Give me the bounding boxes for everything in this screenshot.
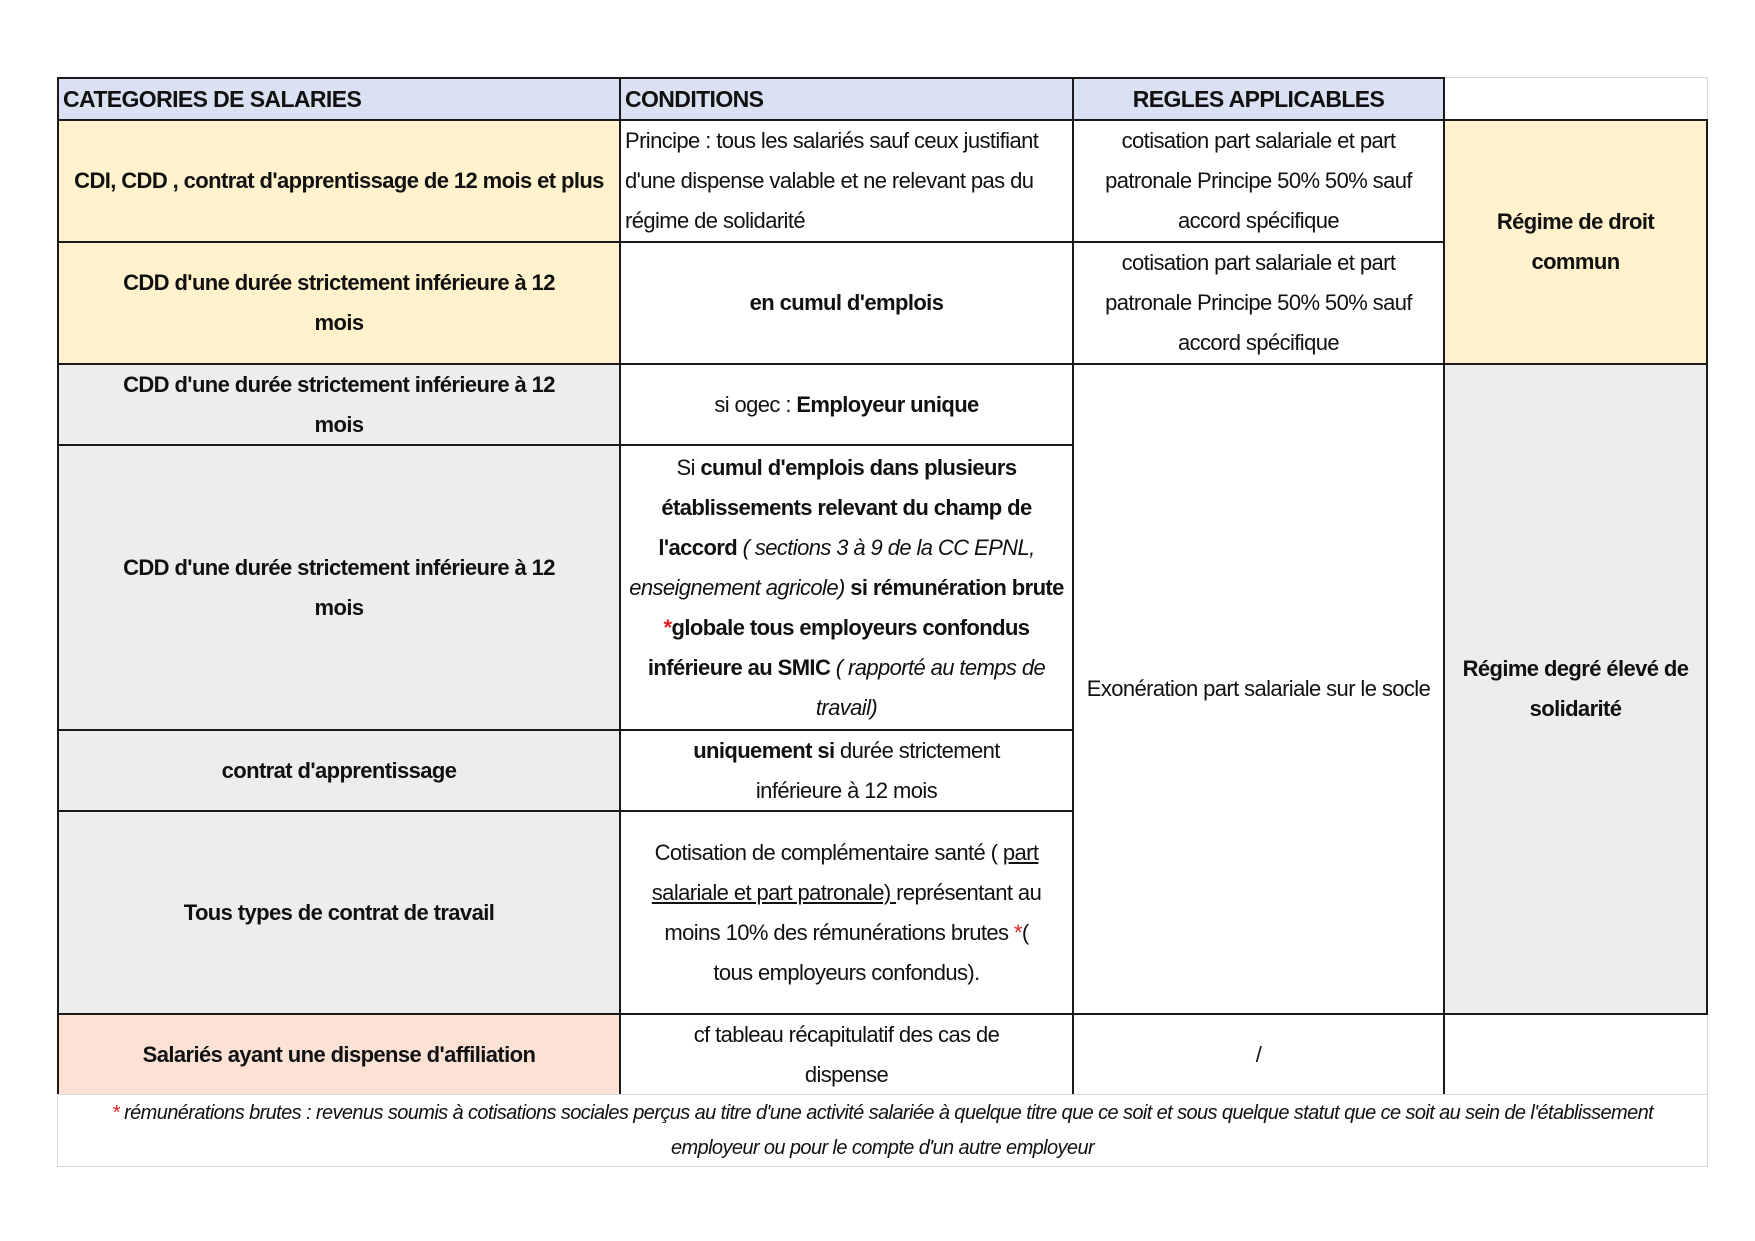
row4-category-text: CDD d'une durée strictement inférieure à 12 mois bbox=[123, 554, 555, 620]
row6-cond-part: ( tous employeurs confondus). bbox=[713, 919, 1029, 985]
row4-condition-text bbox=[629, 448, 1064, 728]
row2-condition bbox=[619, 241, 1074, 365]
footnote-body: rémunérations brutes : revenus soumis à cotisations sociales perçus au titre d'une activité salariée à quelque titre que ce soit et sous quelque statut que ce soit au sein de l'établissement employeur ou pour le compte d'un autre employeur bbox=[119, 1101, 1654, 1159]
row7-category-text: Salariés ayant une dispense d'affiliation bbox=[142, 1041, 536, 1067]
row1-condition bbox=[619, 119, 1074, 243]
row2-rule bbox=[1072, 241, 1445, 365]
row3-condition-emphasis: Employeur unique bbox=[796, 391, 979, 417]
row4-category bbox=[57, 444, 621, 731]
row5-condition bbox=[619, 729, 1074, 812]
row7-category bbox=[57, 1013, 621, 1096]
row7-rule-text: / bbox=[1255, 1041, 1262, 1067]
row2-category-text: CDD d'une durée strictement inférieure à 12 mois bbox=[123, 270, 555, 335]
header-conditions bbox=[619, 77, 1074, 121]
row1-category bbox=[57, 119, 621, 243]
header-conditions-label: CONDITIONS bbox=[625, 86, 764, 112]
row4-condition bbox=[619, 444, 1074, 731]
row4-cond-part: si rémunération brute bbox=[850, 574, 1064, 600]
header-regles-label: REGLES APPLICABLES bbox=[1132, 86, 1385, 112]
row3-category-text: CDD d'une durée strictement inférieure à 12 mois bbox=[123, 371, 555, 437]
row5-category bbox=[57, 729, 621, 812]
row6-condition-text bbox=[643, 833, 1050, 993]
row5-cond-part: uniquement si bbox=[693, 737, 835, 763]
row4-cond-part: globale tous employeurs confondus inférieure au SMIC bbox=[647, 614, 1030, 680]
row7-condition bbox=[619, 1013, 1074, 1096]
row7-rule bbox=[1072, 1013, 1445, 1096]
row1-rule bbox=[1072, 119, 1445, 243]
row6-cond-part: part salariale et part patronale) bbox=[651, 839, 1039, 905]
row1-condition-text: Principe : tous les salariés sauf ceux justifiant d'une dispense valable et ne relevant pas du régime de solidarité bbox=[625, 128, 1039, 233]
row5-category-text: contrat d'apprentissage bbox=[221, 757, 457, 783]
footnote-text bbox=[70, 1096, 1695, 1166]
row2-rule-text: cotisation part salariale et part patronale Principe 50% 50% sauf accord spécifique bbox=[1105, 250, 1412, 355]
regime-droit-commun bbox=[1443, 119, 1708, 365]
row1-category-text: CDI, CDD , contrat d'apprentissage de 12 mois et plus bbox=[74, 168, 604, 193]
row4-cond-part: ( sections 3 à 9 de la CC EPNL, enseignement agricole) bbox=[629, 534, 1035, 600]
dispense-regime-blank-cell bbox=[1443, 1011, 1708, 1096]
row3-condition-text bbox=[627, 385, 1066, 425]
row3-condition-prefix: si ogec : bbox=[714, 391, 797, 417]
regime-solidarite bbox=[1443, 363, 1708, 1015]
row5-condition-text bbox=[651, 731, 1042, 811]
footnote bbox=[57, 1094, 1708, 1167]
row7-condition-text: cf tableau récapitulatif des cas de dispense bbox=[693, 1021, 1000, 1087]
header-regles bbox=[1072, 77, 1445, 121]
row2-category bbox=[57, 241, 621, 365]
row3-condition bbox=[619, 363, 1074, 446]
row4-cond-part: cumul d'emplois dans plusieurs établissements relevant du champ de l'accord bbox=[658, 454, 1032, 560]
header-categories-label: CATEGORIES DE SALARIES bbox=[63, 86, 362, 112]
rule-exoneration bbox=[1072, 363, 1445, 1015]
regime-solidarite-text: Régime degré élevé de solidarité bbox=[1462, 656, 1689, 721]
row6-category-text: Tous types de contrat de travail bbox=[183, 899, 495, 925]
row6-cond-part: Cotisation de complémentaire santé ( bbox=[654, 839, 1003, 865]
row4-cond-part: Si bbox=[676, 454, 701, 480]
asterisk-marker: * bbox=[663, 614, 672, 640]
row6-category bbox=[57, 810, 621, 1015]
header-categories bbox=[57, 77, 621, 121]
regime-droit-commun-text: Régime de droit commun bbox=[1496, 209, 1655, 274]
row6-condition bbox=[619, 810, 1074, 1015]
row3-category bbox=[57, 363, 621, 446]
header-blank-cell bbox=[1443, 77, 1708, 121]
row4-cond-part: ( rapporté au temps de travail) bbox=[815, 654, 1046, 720]
asterisk-marker: * bbox=[1013, 919, 1022, 945]
row5-cond-part: durée strictement inférieure à 12 mois bbox=[755, 737, 1000, 803]
rule-exoneration-text: Exonération part salariale sur le socle bbox=[1086, 676, 1431, 701]
row1-rule-text: cotisation part salariale et part patronale Principe 50% 50% sauf accord spécifique bbox=[1105, 128, 1412, 233]
row6-cond-part: représentant au moins 10% des rémunérations brutes bbox=[664, 879, 1042, 945]
row2-condition-text: en cumul d'emplois bbox=[749, 290, 944, 315]
asterisk-marker: * bbox=[111, 1101, 120, 1124]
